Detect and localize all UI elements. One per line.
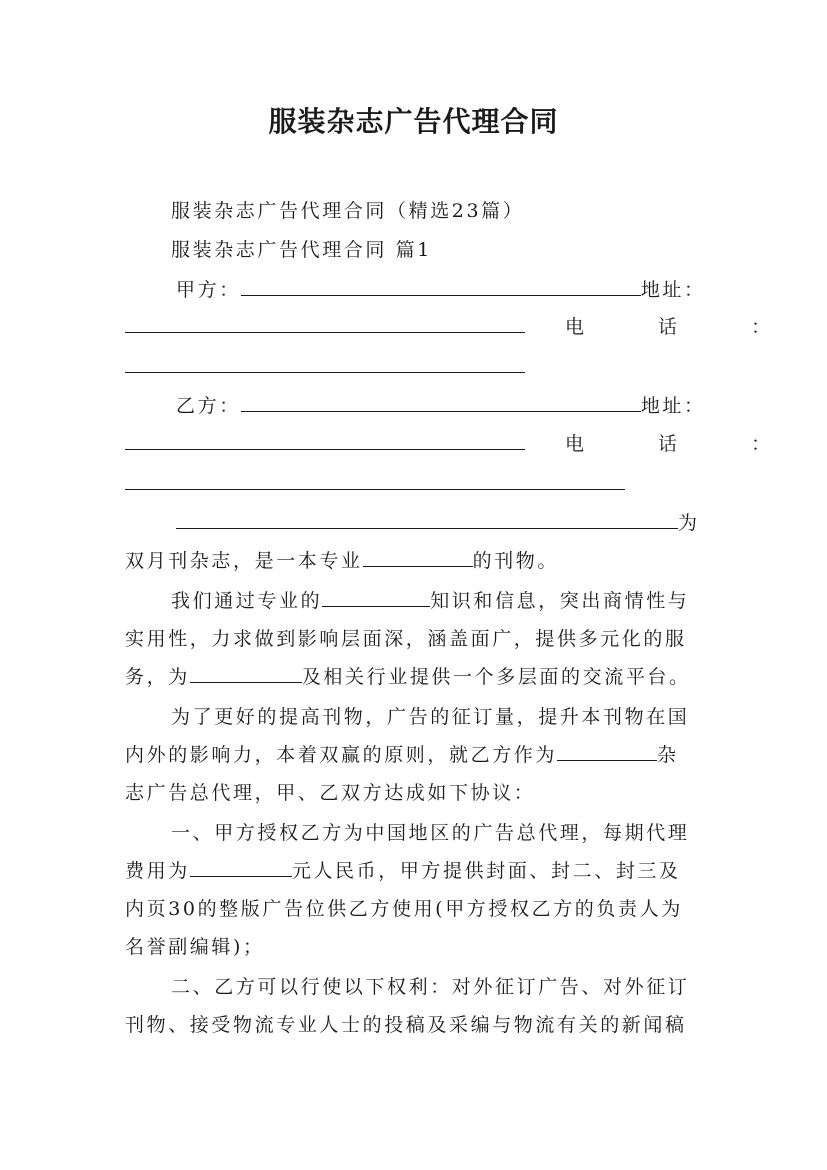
para2-line-2: 实用性，力求做到影响层面深，涵盖面广，提供多元化的服: [125, 628, 687, 650]
intro-text-end: 为: [678, 512, 700, 534]
party-b-line: [176, 393, 716, 419]
intro-line-2: [125, 548, 715, 574]
party-a-name-blank: [241, 277, 641, 296]
para3-line-1: 为了更好的提高刊物，广告的征订量，提升本刊物在国: [171, 706, 690, 728]
party-a-label: 甲方：: [176, 279, 241, 301]
para3-line-3: 志广告总代理，甲、乙双方达成如下协议：: [125, 782, 536, 804]
field-blank: [322, 588, 430, 607]
party-a-address-label: 地址：: [640, 279, 706, 301]
magazine-blank: [557, 742, 657, 761]
section-heading: 服装杂志广告代理合同 篇1: [171, 239, 432, 261]
party-b-label: 乙方：: [176, 395, 241, 417]
item1-line-4: 名誉副编辑)；: [125, 936, 265, 958]
item1-line-1: 一、甲方授权乙方为中国地区的广告总代理，每期代理: [171, 822, 690, 844]
field-blank: [363, 548, 473, 567]
document-title: 服装杂志广告代理合同: [268, 105, 559, 138]
para2-text-d: 及相关行业提供一个多层面的交流平台。: [301, 666, 691, 688]
document-subtitle: 服装杂志广告代理合同（精选23篇）: [171, 200, 525, 222]
party-b-address-blank: [125, 431, 525, 450]
party-a-phone-blank: [125, 352, 525, 373]
para3-line-2: [125, 742, 715, 768]
industry-blank: [190, 664, 302, 683]
para2-text-c: 务，为: [125, 666, 190, 688]
party-a-line: [176, 277, 716, 303]
item1-line-2: [125, 858, 715, 884]
intro-text-b: 的刊物。: [472, 550, 560, 572]
party-b-phone-label: 电 话 ：: [565, 433, 805, 455]
party-a-address-blank: [125, 314, 525, 333]
para2-line-1: [171, 588, 715, 614]
magazine-name-blank: [176, 510, 678, 529]
party-b-address-line: [125, 431, 805, 457]
item2-line-1: 二、乙方可以行使以下权利：对外征订广告、对外征订: [171, 976, 690, 998]
party-a-address-line: [125, 314, 805, 340]
item1-line-3: 内页30的整版广告位供乙方使用(甲方授权乙方的负责人为: [125, 898, 683, 920]
party-b-address-label: 地址：: [640, 395, 706, 417]
party-b-phone-blank: [125, 469, 625, 490]
item2-line-2: 刊物、接受物流专业人士的投稿及采编与物流有关的新闻稿: [125, 1014, 687, 1036]
fee-blank: [190, 858, 292, 877]
item1-text-b: 元人民币，甲方提供封面、封二、封三及: [291, 860, 681, 882]
para2-line-3: [125, 664, 715, 690]
intro-text-a: 双月刊杂志，是一本专业: [125, 550, 363, 572]
intro-line-1: [176, 510, 716, 536]
para2-text-b: 知识和信息，突出商情性与: [430, 590, 690, 612]
para2-text-a: 我们通过专业的: [171, 590, 323, 612]
party-a-phone-label: 电 话 ：: [565, 316, 805, 338]
para3-text-a: 内外的影响力，本着双赢的原则，就乙方作为: [125, 744, 558, 766]
item1-text-a: 费用为: [125, 860, 190, 882]
party-b-name-blank: [241, 393, 641, 412]
para3-text-b: 杂: [657, 744, 679, 766]
